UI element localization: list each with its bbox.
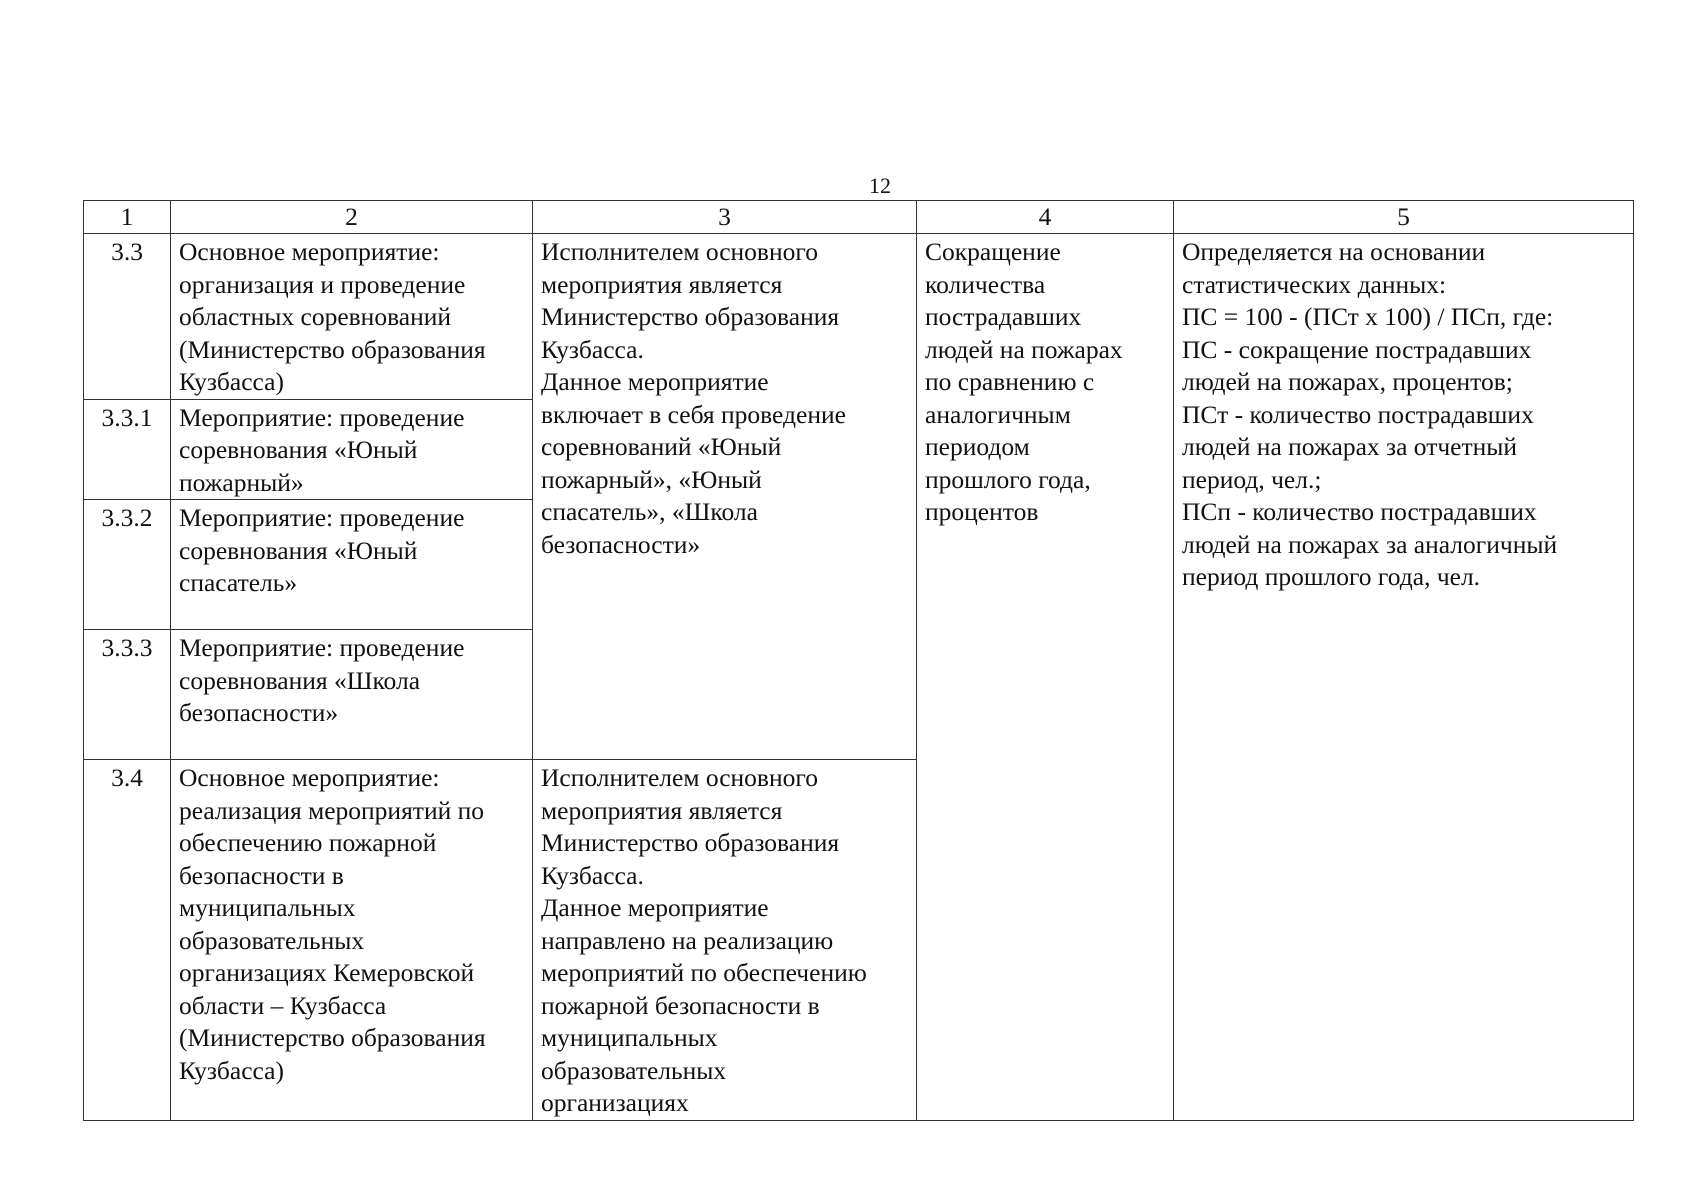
row-number: 3.3.1 [84,399,171,500]
description-cell: Исполнителем основного мероприятия является Министерство образования Кузбасса. Данное мероприятие направлено на реализацию мероприятий по обеспечению пожарной безопасности в муниципальных образовательных организациях [533,760,917,1121]
description-cell: Исполнителем основного мероприятия является Министерство образования Кузбасса. Данное мероприятие включает в себя проведение соревнований «Юный пожарный», «Юный спасатель», «Школа безопасности» [533,234,917,760]
row-number: 3.3.3 [84,630,171,760]
activity-cell: Основное мероприятие: организация и проведение областных соревнований (Министерство образования Кузбасса) [171,234,533,400]
measures-table [83,200,1634,1121]
row-number: 3.3.2 [84,500,171,630]
activity-cell: Основное мероприятие: реализация мероприятий по обеспечению пожарной безопасности в муниципальных образовательных организациях Кемеровской области – Кузбасса (Министерство образования Кузбасса) [171,760,533,1121]
table-row [84,234,1634,400]
column-header: 2 [171,201,533,234]
table-header-row [84,201,1634,234]
column-header: 1 [84,201,171,234]
row-number: 3.4 [84,760,171,1121]
page-number: 12 [869,173,891,198]
indicator-cell: Сокращение количества пострадавших людей на пожарах по сравнению с аналогичным периодом прошлого года, процентов [917,234,1174,1121]
column-header: 3 [533,201,917,234]
row-number: 3.3 [84,234,171,400]
activity-cell: Мероприятие: проведение соревнования «Юный спасатель» [171,500,533,630]
column-header: 4 [917,201,1174,234]
column-header: 5 [1174,201,1634,234]
activity-cell: Мероприятие: проведение соревнования «Школа безопасности» [171,630,533,760]
activity-cell: Мероприятие: проведение соревнования «Юный пожарный» [171,399,533,500]
calculation-method-cell: Определяется на основании статистических данных: ПС = 100 - (ПСт х 100) / ПСп, где: ПС - сокращение пострадавших людей на пожарах, процентов; ПСт - количество пострадавших людей на пожарах за отчетный период, чел.; ПСп - количество пострадавших людей на пожарах за аналогичный период прошлого года, чел. [1174,234,1634,1121]
